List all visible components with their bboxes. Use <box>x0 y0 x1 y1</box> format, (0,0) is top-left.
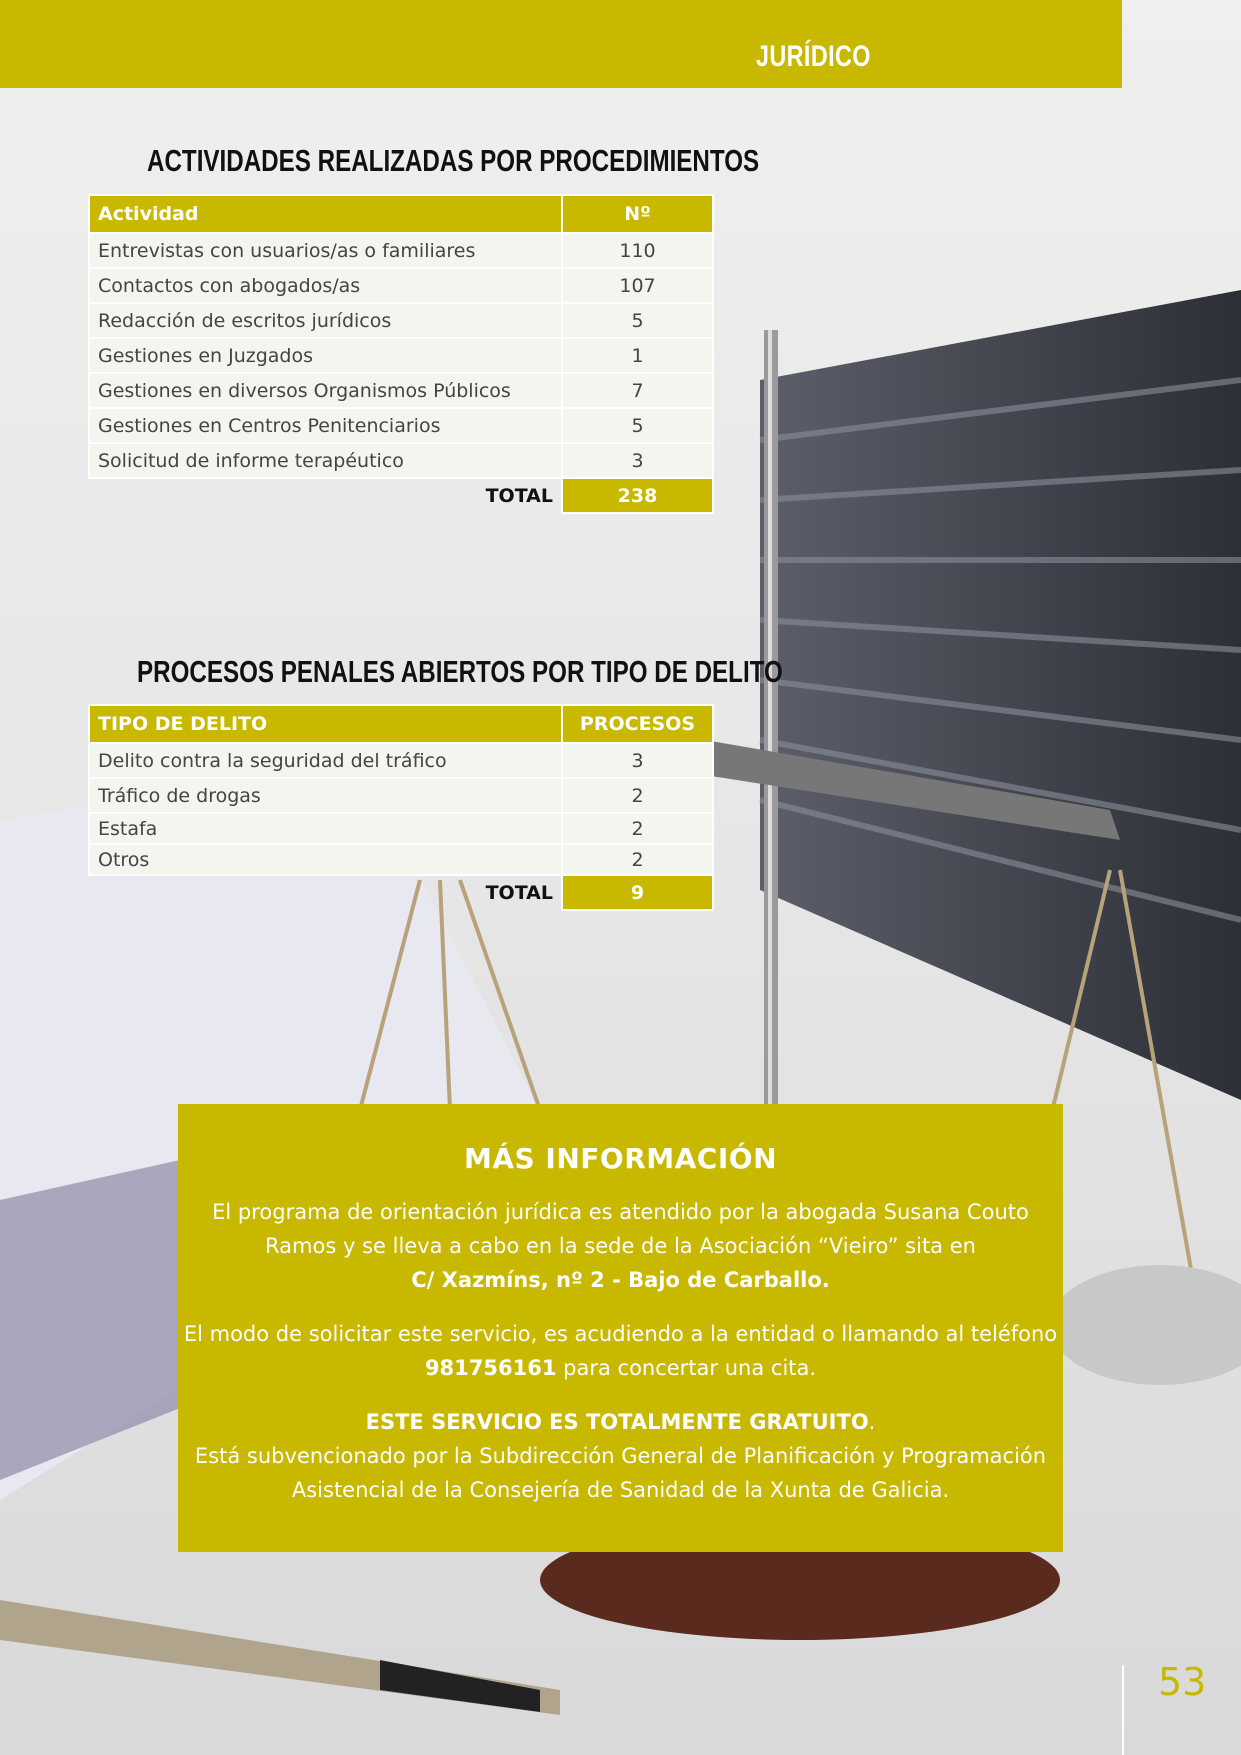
count-cell: 3 <box>562 443 713 478</box>
activity-cell: Redacción de escritos jurídicos <box>89 303 562 338</box>
count-cell: 5 <box>562 303 713 338</box>
table-row <box>89 778 713 813</box>
count-cell: 5 <box>562 408 713 443</box>
info-funding-text: Está subvencionado por la Subdirección General de Planificación y Programación Asistencial de la Consejería de Sanidad de la Xunta de Galicia. <box>194 1444 1047 1502</box>
info-phone: 981756161 <box>424 1356 557 1380</box>
column-header-crime-type: TIPO DE DELITO <box>89 705 562 743</box>
activities-table <box>88 194 714 514</box>
count-cell: 110 <box>562 233 713 268</box>
cases-cell: 2 <box>562 813 713 844</box>
count-cell: 7 <box>562 373 713 408</box>
table-row <box>89 443 713 478</box>
cases-cell: 2 <box>562 778 713 813</box>
page-number-divider <box>1122 1665 1124 1755</box>
section-header-title: JURÍDICO <box>755 40 871 73</box>
table-row <box>89 233 713 268</box>
column-header-cases: PROCESOS <box>562 705 713 743</box>
table-row <box>89 268 713 303</box>
info-paragraph-free: ESTE SERVICIO ES TOTALMENTE GRATUITO. Está subvencionado por la Subdirección General de Planificación y Programación Asistencial de la Consejería de Sanidad de la Xunta de Galicia. <box>194 1410 1047 1502</box>
total-row <box>89 478 713 513</box>
activity-cell: Solicitud de informe terapéutico <box>89 443 562 478</box>
header-bar <box>0 0 1122 88</box>
table2-title: PROCESOS PENALES ABIERTOS POR TIPO DE DELITO <box>137 654 783 689</box>
total-label: TOTAL <box>485 485 553 507</box>
crime-type-cell: Delito contra la seguridad del tráfico <box>89 743 562 778</box>
page-number: 53 <box>1158 1660 1207 1704</box>
table-row <box>89 813 713 844</box>
total-value: 238 <box>562 478 713 513</box>
info-free-notice: ESTE SERVICIO ES TOTALMENTE GRATUITO <box>365 1410 869 1434</box>
info-paragraph-location <box>178 1195 1063 1297</box>
info-address: C/ Xazmíns, nº 2 - Bajo de Carballo. <box>411 1268 830 1292</box>
column-header-number: Nº <box>562 195 713 233</box>
table1-title: ACTIVIDADES REALIZADAS POR PROCEDIMIENTOS <box>147 143 760 178</box>
count-cell: 1 <box>562 338 713 373</box>
activity-cell: Gestiones en Centros Penitenciarios <box>89 408 562 443</box>
table-row <box>89 373 713 408</box>
activity-cell: Gestiones en diversos Organismos Públicos <box>89 373 562 408</box>
more-info-box <box>178 1104 1063 1552</box>
table-row <box>89 338 713 373</box>
cases-cell: 2 <box>562 844 713 875</box>
criminal-cases-table <box>88 704 714 911</box>
total-row <box>89 875 713 910</box>
table-header-row <box>89 705 713 743</box>
info-contact-tail: para concertar una cita. <box>563 1356 817 1380</box>
table-row <box>89 408 713 443</box>
info-paragraph-contact <box>178 1317 1063 1385</box>
total-label: TOTAL <box>485 882 553 904</box>
crime-type-cell: Otros <box>89 844 562 875</box>
info-title: MÁS INFORMACIÓN <box>463 1142 778 1175</box>
table-row <box>89 303 713 338</box>
table-row <box>89 844 713 875</box>
activity-cell: Gestiones en Juzgados <box>89 338 562 373</box>
activity-cell: Entrevistas con usuarios/as o familiares <box>89 233 562 268</box>
crime-type-cell: Tráfico de drogas <box>89 778 562 813</box>
activity-cell: Contactos con abogados/as <box>89 268 562 303</box>
crime-type-cell: Estafa <box>89 813 562 844</box>
cases-cell: 3 <box>562 743 713 778</box>
table-header-row <box>89 195 713 233</box>
column-header-activity: Actividad <box>89 195 562 233</box>
table-row <box>89 743 713 778</box>
total-value: 9 <box>562 875 713 910</box>
info-location-text: El programa de orientación jurídica es atendido por la abogada Susana Couto Ramos y se lleva a cabo en la sede de la Asociación “Vieiro” sita en <box>212 1200 1029 1258</box>
info-contact-text: El modo de solicitar este servicio, es acudiendo a la entidad o llamando al teléfono <box>183 1322 1058 1346</box>
count-cell: 107 <box>562 268 713 303</box>
